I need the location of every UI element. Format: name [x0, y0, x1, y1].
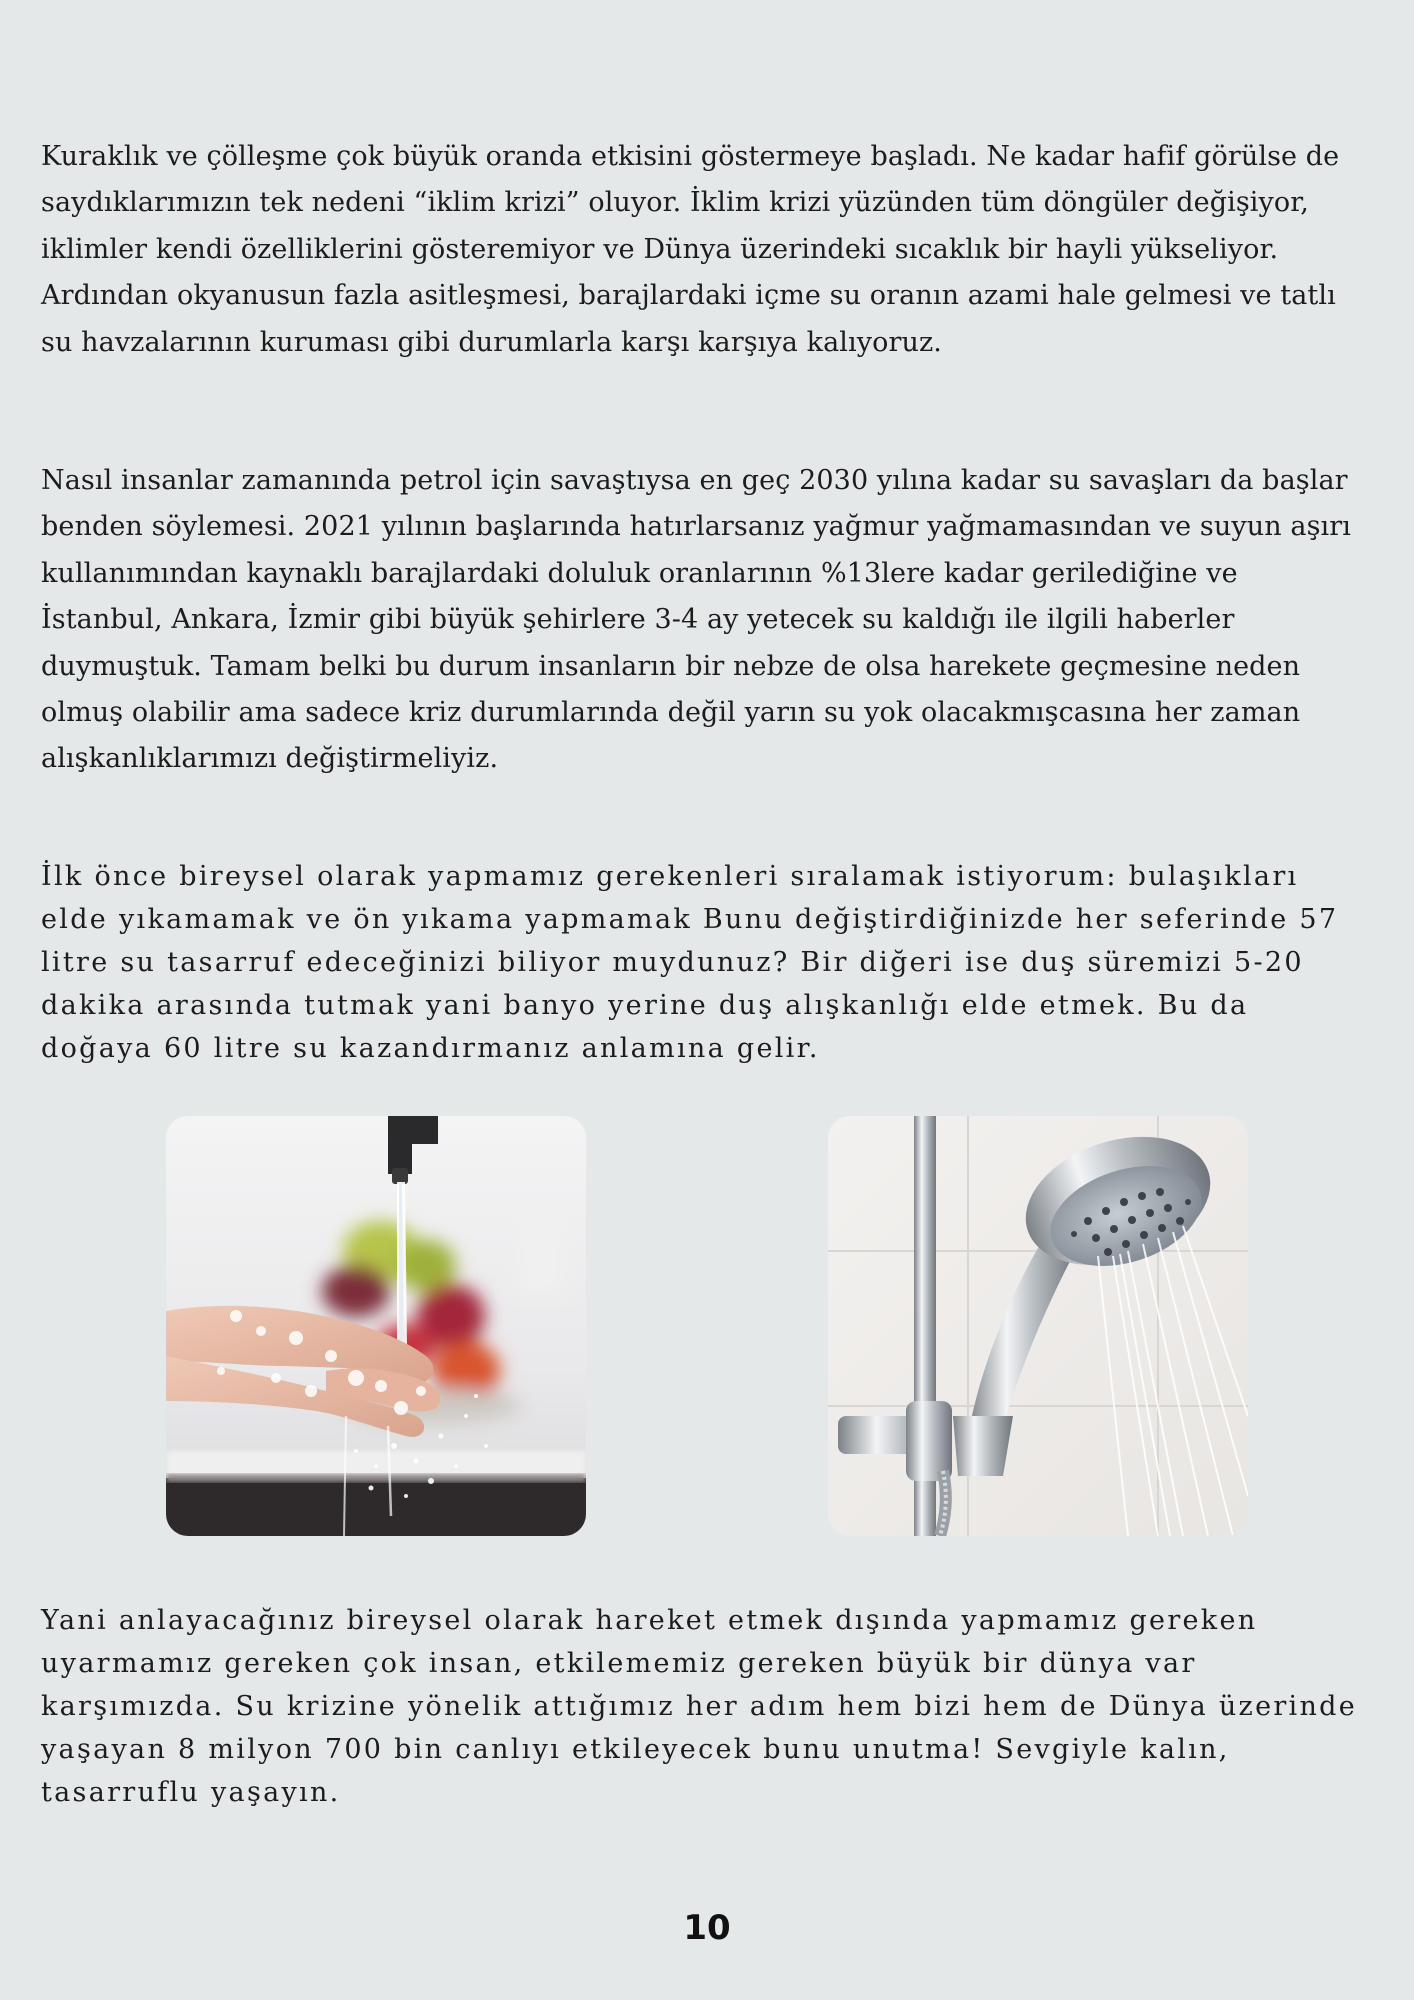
paragraph-individual-actions: İlk önce bireysel olarak yapmamız gerekenleri sıralamak istiyorum: bulaşıkları elde yıkamamak ve ön yıkama yapmamak Bunu değiştirdiğinizde her seferinde 57 litre su tasarruf edeceğinizi biliyor muydunuz? Bir diğeri ise duş süremizi 5-20 dakika arasında tutmak yani banyo yerine duş alışkanlığı elde etmek. Bu da doğaya 60 litre su kazandırmanız anlamına gelir.	[41, 861, 1339, 1064]
paragraph-drought: Kuraklık ve çölleşme çok büyük oranda etkisini göstermeye başladı. Ne kadar hafif görülse de saydıklarımızın tek nedeni “iklim krizi” oluyor. İklim krizi yüzünden tüm döngüler değişiyor, iklimler kendi özelliklerini gösteremiyor ve Dünya üzerindeki sıcaklık bir hayli yükseliyor. Ardından okyanusun fazla asitleşmesi, barajlardaki içme su oranın azami hale gelmesi ve tatlı su havzalarının kuruması gibi durumlarla karşı karşıya kalıyoruz.	[41, 141, 1340, 358]
paragraph-conclusion: Yani anlayacağınız bireysel olarak hareket etmek dışında yapmamız gereken uyarmamız gereken çok insan, etkilememiz gereken büyük bir dünya var karşımızda. Su krizine yönelik attığımız her adım hem bizi hem de Dünya üzerinde yaşayan 8 milyon 700 bin canlıyı etkileyecek bunu unutma! Sevgiyle kalın, tasarruflu yaşayın.	[41, 1605, 1358, 1808]
handwashing-photo	[166, 1116, 586, 1536]
page-number: 10	[683, 1908, 731, 1948]
paragraph-water-wars: Nasıl insanlar zamanında petrol için savaştıysa en geç 2030 yılına kadar su savaşları da başlar benden söylemesi. 2021 yılının başlarında hatırlarsanız yağmur yağmamasından ve suyun aşırı kullanımından kaynaklı barajlardaki doluluk oranlarının %13lere kadar gerilediğine ve İstanbul, Ankara, İzmir gibi büyük şehirlere 3-4 ay yetecek su kaldığı ile ilgili haberler duymuştuk. Tamam belki bu durum insanların bir nebze de olsa harekete geçmesine neden olmuş olabilir ama sadece kriz durumlarında değil yarın su yok olacakmışcasına her zaman alışkanlıklarımızı değiştirmeliyiz.	[41, 465, 1352, 775]
shower-head-photo	[828, 1116, 1248, 1536]
